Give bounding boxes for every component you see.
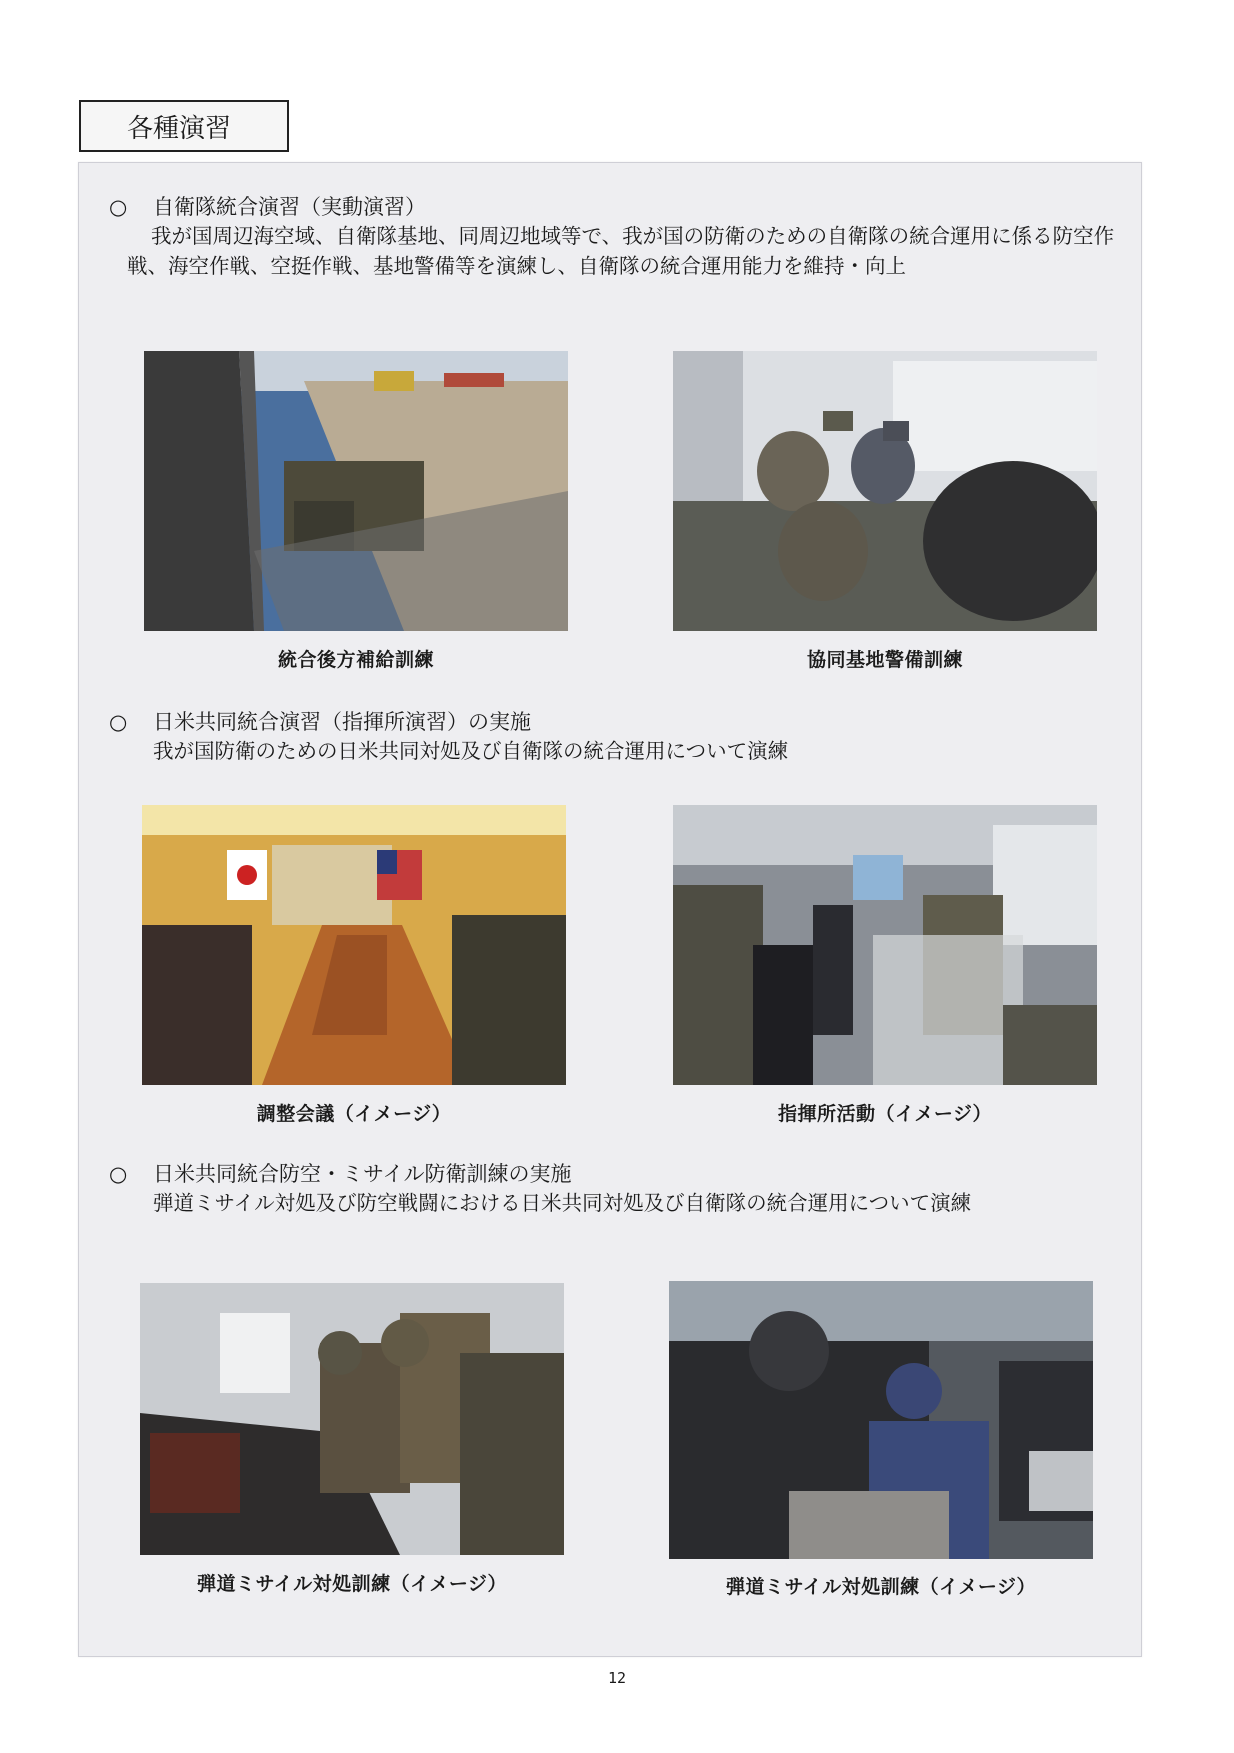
section-heading — [109, 1158, 572, 1188]
page-title: 各種演習 — [79, 100, 289, 152]
section-heading — [109, 191, 426, 221]
photo-caption: 指揮所活動（イメージ） — [778, 1103, 992, 1125]
content-panel — [78, 162, 1142, 1657]
photo-caption: 弾道ミサイル対処訓練（イメージ） — [196, 1573, 508, 1595]
photo-command-post-activity — [673, 805, 1097, 1085]
section-description: 弾道ミサイル対処及び防空戦闘における日米共同対処及び自衛隊の統合運用について演練 — [153, 1191, 972, 1215]
section-description: 我が国周辺海空域、自衛隊基地、同周辺地域等で、我が国の防衛のための自衛隊の統合運用に係る防空作戦、海空作戦、空挺作戦、基地警備等を演練し、自衛隊の統合運用能力を維持・向上 — [127, 224, 1115, 278]
bullet-icon: ○ — [109, 1162, 128, 1186]
section-description: 我が国防衛のための日米共同対処及び自衛隊の統合運用について演練 — [153, 739, 789, 763]
photo-base-security — [673, 351, 1097, 631]
section-heading — [109, 706, 531, 736]
photo-caption: 統合後方補給訓練 — [277, 649, 434, 671]
page-number: 12 — [607, 1669, 627, 1687]
bullet-icon: ○ — [109, 195, 128, 219]
photo-caption: 調整会議（イメージ） — [256, 1103, 452, 1125]
photo-missile-response-training — [140, 1283, 564, 1555]
heading-text: 自衛隊統合演習（実動演習） — [153, 195, 426, 219]
photo-caption: 弾道ミサイル対処訓練（イメージ） — [725, 1576, 1037, 1598]
photo-logistics-supply — [144, 351, 568, 631]
photo-caption: 協同基地警備訓練 — [806, 649, 963, 671]
photo-coordination-meeting — [142, 805, 566, 1085]
heading-text: 日米共同統合防空・ミサイル防衛訓練の実施 — [153, 1162, 572, 1186]
bullet-icon: ○ — [109, 710, 128, 734]
heading-text: 日米共同統合演習（指揮所演習）の実施 — [153, 710, 531, 734]
photo-missile-response-training-2 — [669, 1281, 1093, 1559]
